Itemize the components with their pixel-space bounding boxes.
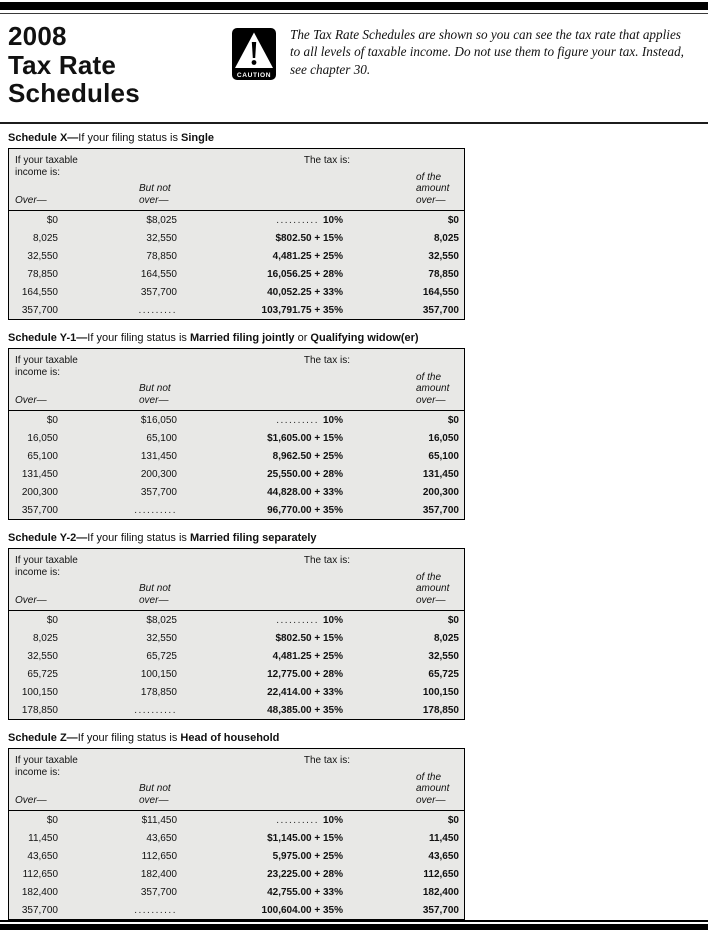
but-not-over-amount: .......... <box>134 704 177 716</box>
but-not-over-amount: 100,150 <box>140 668 177 680</box>
tax-formula <box>177 305 343 316</box>
taxable-income-label: If your taxable income is: <box>15 555 78 578</box>
page-bottom-thick-rule <box>0 924 708 930</box>
of-amount-over: 32,550 <box>428 650 459 662</box>
tax-leader-dots: .......... <box>276 614 319 626</box>
tax-formula <box>177 651 343 662</box>
schedule-title-text: If your filing status is <box>87 332 190 344</box>
tax-amount: 44,828.00 + 33% <box>267 486 343 498</box>
of-amount-over: 43,650 <box>428 850 459 862</box>
over-amount: $0 <box>46 814 58 826</box>
tax-amount: 10% <box>322 614 343 626</box>
schedule-title-prefix: Schedule Y-1— <box>8 332 88 344</box>
over-label: Over— <box>15 194 47 206</box>
but-not-over-amount: 32,550 <box>146 232 177 244</box>
schedules-container <box>8 124 465 920</box>
tax-amount: 23,225.00 + 28% <box>267 868 343 880</box>
tax-amount: 96,770.00 + 35% <box>267 504 343 516</box>
tax-bracket-row <box>9 829 464 847</box>
caution-icon <box>232 28 276 80</box>
tax-bracket-row <box>9 883 464 901</box>
table-body <box>9 211 464 319</box>
taxable-income-label: If your taxable income is: <box>15 755 78 778</box>
of-amount-over: 8,025 <box>433 632 459 644</box>
tax-amount: 40,052.25 + 33% <box>267 286 343 298</box>
tax-formula <box>177 887 343 898</box>
filing-status-bold: Head of household <box>180 732 280 744</box>
tax-bracket-row <box>9 501 464 519</box>
but-not-over-label: But not over— <box>139 183 171 206</box>
over-amount: 8,025 <box>32 632 58 644</box>
of-amount-over: 8,025 <box>433 232 459 244</box>
but-not-over-amount: 357,700 <box>140 486 177 498</box>
over-amount: 357,700 <box>21 504 58 516</box>
schedule-title-text: If your filing status is <box>78 132 182 144</box>
tax-bracket-row <box>9 465 464 483</box>
page-top-thin-rule <box>0 13 708 14</box>
but-not-over-amount: 32,550 <box>146 632 177 644</box>
tax-amount: 12,775.00 + 28% <box>267 668 343 680</box>
over-amount: 164,550 <box>21 286 58 298</box>
but-not-over-amount: 357,700 <box>140 886 177 898</box>
tax-amount: 25,550.00 + 28% <box>267 468 343 480</box>
caution-icon-label: CAUTION <box>236 72 272 79</box>
tax-formula <box>177 833 343 844</box>
but-not-over-label: But not over— <box>139 783 171 806</box>
of-amount-over: 11,450 <box>428 832 459 844</box>
over-label: Over— <box>15 394 47 406</box>
tax-amount: 8,962.50 + 25% <box>272 450 343 462</box>
tax-formula <box>177 905 343 916</box>
tax-bracket-row <box>9 865 464 883</box>
over-amount: 100,150 <box>21 686 58 698</box>
of-amount-over: 200,300 <box>422 486 459 498</box>
tax-leader-dots: .......... <box>276 814 319 826</box>
of-amount-over: 16,050 <box>428 432 459 444</box>
table-header <box>9 349 464 411</box>
but-not-over-amount: 178,850 <box>140 686 177 698</box>
schedule-y-1-section <box>8 332 465 520</box>
caution-note <box>290 26 704 78</box>
tax-leader-dots: .......... <box>276 214 319 226</box>
schedule-title-prefix: Schedule Y-2— <box>8 532 88 544</box>
but-not-over-amount: 65,725 <box>146 650 177 662</box>
page-title <box>8 22 140 108</box>
schedule-title-text: If your filing status is <box>77 732 181 744</box>
schedule-title-prefix: Schedule X— <box>8 132 79 144</box>
tax-formula <box>177 487 343 498</box>
but-not-over-amount: 200,300 <box>140 468 177 480</box>
of-amount-over: 178,850 <box>422 704 459 716</box>
of-amount-over-label: of the amount over— <box>416 571 450 606</box>
of-amount-over: 357,700 <box>422 304 459 316</box>
table-body <box>9 611 464 719</box>
tax-bracket-row <box>9 901 464 919</box>
tax-rate-table <box>8 148 465 320</box>
of-amount-over: 182,400 <box>422 886 459 898</box>
but-not-over-amount: 43,650 <box>146 832 177 844</box>
over-amount: 16,050 <box>27 432 58 444</box>
page-title-line: Schedules <box>8 78 140 108</box>
taxable-income-label: If your taxable income is: <box>15 355 78 378</box>
of-amount-over: 357,700 <box>422 504 459 516</box>
tax-bracket-row <box>9 629 464 647</box>
but-not-over-amount: 164,550 <box>140 268 177 280</box>
tax-formula <box>177 669 343 680</box>
tax-bracket-row <box>9 447 464 465</box>
table-header <box>9 149 464 211</box>
of-amount-over: 357,700 <box>422 904 459 916</box>
table-body <box>9 411 464 519</box>
over-amount: 32,550 <box>27 650 58 662</box>
schedule-title <box>8 132 465 145</box>
tax-amount: 4,481.25 + 25% <box>272 650 343 662</box>
taxable-income-label: If your taxable income is: <box>15 155 78 178</box>
but-not-over-amount: 112,650 <box>141 850 177 862</box>
filing-status-bold: Single <box>181 132 215 144</box>
but-not-over-label: But not over— <box>139 583 171 606</box>
tax-amount: $1,605.00 + 15% <box>267 432 343 444</box>
but-not-over-amount: $8,025 <box>146 214 177 226</box>
tax-formula <box>177 633 343 644</box>
over-amount: 11,450 <box>28 832 58 844</box>
tax-bracket-row <box>9 211 464 229</box>
tax-formula <box>177 505 343 516</box>
tax-formula <box>177 687 343 698</box>
but-not-over-amount: 182,400 <box>140 868 177 880</box>
over-amount: 200,300 <box>21 486 58 498</box>
table-header <box>9 749 464 811</box>
over-amount: 357,700 <box>21 904 58 916</box>
but-not-over-amount: ......... <box>138 304 177 316</box>
but-not-over-amount: $11,450 <box>141 814 177 826</box>
tax-bracket-row <box>9 283 464 301</box>
tax-bracket-row <box>9 811 464 829</box>
of-amount-over-label: of the amount over— <box>416 371 450 406</box>
tax-amount: 103,791.75 + 35% <box>261 304 343 316</box>
over-amount: $0 <box>46 414 58 426</box>
over-amount: $0 <box>46 214 58 226</box>
of-amount-over: 100,150 <box>422 686 459 698</box>
tax-bracket-row <box>9 301 464 319</box>
but-not-over-amount: 131,450 <box>140 450 177 462</box>
tax-bracket-row <box>9 665 464 683</box>
tax-is-label: The tax is: <box>303 555 350 566</box>
page-top-bar <box>0 2 708 10</box>
tax-amount: 100,604.00 + 35% <box>261 904 343 916</box>
of-amount-over: 78,850 <box>428 268 459 280</box>
note-line: see chapter 30. <box>290 61 371 77</box>
tax-is-label: The tax is: <box>303 155 350 166</box>
tax-formula <box>177 615 343 626</box>
tax-formula <box>177 451 343 462</box>
tax-bracket-row <box>9 683 464 701</box>
tax-bracket-row <box>9 429 464 447</box>
of-amount-over-label: of the amount over— <box>416 171 450 206</box>
filing-status-bold: Married filing separately <box>190 532 317 544</box>
tax-bracket-row <box>9 229 464 247</box>
of-amount-over: 131,450 <box>422 468 459 480</box>
of-amount-over: 164,550 <box>422 286 459 298</box>
of-amount-over: 65,725 <box>428 668 459 680</box>
tax-amount: 10% <box>322 214 343 226</box>
over-amount: 43,650 <box>27 850 58 862</box>
tax-amount: 10% <box>322 814 343 826</box>
tax-formula <box>177 415 343 426</box>
but-not-over-amount: .......... <box>134 904 177 916</box>
tax-formula <box>177 233 343 244</box>
over-amount: 357,700 <box>21 304 58 316</box>
over-amount: 65,725 <box>27 668 58 680</box>
of-amount-over-label: of the amount over— <box>416 771 450 806</box>
tax-amount: 4,481.25 + 25% <box>272 250 343 262</box>
note-line: to all levels of taxable income. Do not use them to figure your tax. Instead, <box>290 44 684 60</box>
tax-amount: 48,385.00 + 35% <box>267 704 343 716</box>
schedule-title-prefix: Schedule Z— <box>8 732 78 744</box>
tax-amount: 16,056.25 + 28% <box>267 268 343 280</box>
tax-is-label: The tax is: <box>303 355 350 366</box>
page-bottom-thin-rule <box>0 920 708 922</box>
tax-amount: $1,145.00 + 15% <box>267 832 343 844</box>
table-header <box>9 549 464 611</box>
but-not-over-amount: $16,050 <box>140 414 177 426</box>
but-not-over-amount: 65,100 <box>146 432 177 444</box>
over-amount: $0 <box>46 614 58 626</box>
page-title-line: 2008 <box>8 21 67 51</box>
tax-rate-table <box>8 548 465 720</box>
but-not-over-label: But not over— <box>139 383 171 406</box>
over-amount: 178,850 <box>21 704 58 716</box>
tax-amount: 42,755.00 + 33% <box>267 886 343 898</box>
of-amount-over: $0 <box>447 614 459 626</box>
over-amount: 8,025 <box>32 232 58 244</box>
tax-formula <box>177 815 343 826</box>
of-amount-over: $0 <box>447 214 459 226</box>
over-amount: 112,650 <box>22 868 58 880</box>
but-not-over-amount: 357,700 <box>140 286 177 298</box>
schedule-title <box>8 532 465 545</box>
of-amount-over: 112,650 <box>423 868 459 880</box>
tax-formula <box>177 287 343 298</box>
tax-formula <box>177 705 343 716</box>
tax-formula <box>177 269 343 280</box>
tax-formula <box>177 469 343 480</box>
tax-is-label: The tax is: <box>303 755 350 766</box>
schedule-title <box>8 332 465 345</box>
over-amount: 32,550 <box>27 250 58 262</box>
over-amount: 182,400 <box>21 886 58 898</box>
tax-bracket-row <box>9 611 464 629</box>
of-amount-over: 65,100 <box>428 450 459 462</box>
tax-rate-table <box>8 748 465 920</box>
tax-leader-dots: .......... <box>276 414 319 426</box>
tax-bracket-row <box>9 647 464 665</box>
of-amount-over: $0 <box>447 814 459 826</box>
tax-bracket-row <box>9 847 464 865</box>
filing-status-bold: Married filing jointly <box>190 332 295 344</box>
tax-amount: $802.50 + 15% <box>275 632 343 644</box>
schedule-y-2-section <box>8 532 465 720</box>
page-title-line: Tax Rate <box>8 49 117 80</box>
tax-amount: $802.50 + 15% <box>275 232 343 244</box>
of-amount-over: $0 <box>447 414 459 426</box>
tax-formula <box>177 251 343 262</box>
of-amount-over: 32,550 <box>428 250 459 262</box>
tax-formula <box>177 869 343 880</box>
filing-status-bold: Qualifying widow(er) <box>310 332 419 344</box>
tax-bracket-row <box>9 411 464 429</box>
but-not-over-amount: .......... <box>134 504 177 516</box>
schedule-title-joiner: or <box>294 332 311 344</box>
over-amount: 131,450 <box>21 468 58 480</box>
but-not-over-amount: $8,025 <box>146 614 177 626</box>
schedule-title-text: If your filing status is <box>87 532 190 544</box>
tax-bracket-row <box>9 483 464 501</box>
schedule-x-section <box>8 132 465 320</box>
over-label: Over— <box>15 594 47 606</box>
tax-bracket-row <box>9 701 464 719</box>
tax-rate-table <box>8 348 465 520</box>
tax-amount: 22,414.00 + 33% <box>267 686 343 698</box>
tax-bracket-row <box>9 247 464 265</box>
over-label: Over— <box>15 794 47 806</box>
table-body <box>9 811 464 919</box>
over-amount: 78,850 <box>27 268 58 280</box>
tax-bracket-row <box>9 265 464 283</box>
tax-amount: 5,975.00 + 25% <box>272 850 343 862</box>
schedule-title <box>8 732 465 745</box>
tax-formula <box>177 851 343 862</box>
over-amount: 65,100 <box>27 450 58 462</box>
note-line: The Tax Rate Schedules are shown so you can see the tax rate that applies <box>290 27 681 42</box>
tax-formula <box>177 215 343 226</box>
tax-amount: 10% <box>322 414 343 426</box>
schedule-z-section <box>8 732 465 920</box>
but-not-over-amount: 78,850 <box>146 250 177 262</box>
tax-formula <box>177 433 343 444</box>
